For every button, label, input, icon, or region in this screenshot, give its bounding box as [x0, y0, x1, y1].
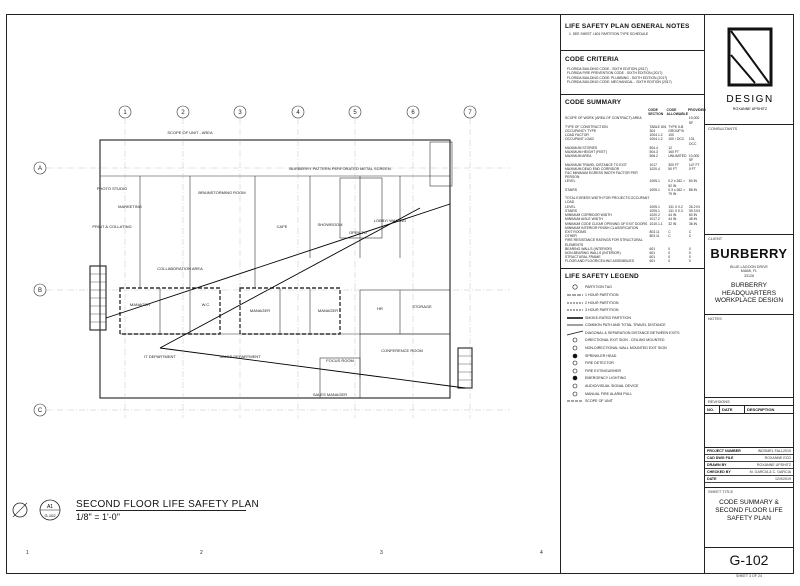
general-note-1: 1. SEE SHEET I-601 PARTITION TYPE SCHEDULE — [569, 32, 649, 36]
legend-symbol-icon — [565, 383, 585, 389]
code-criteria-list — [561, 65, 704, 94]
code-criteria-line: FLORIDA BUILDING CODE: MECHANICAL - SIXTH EDITION (2017) — [567, 79, 672, 84]
code-summary-cell: C — [688, 234, 692, 239]
legend-label: AUDIO/VISUAL SIGNAL DEVICE — [585, 384, 639, 389]
code-summary-cell: 50 FT — [668, 166, 678, 171]
legend-symbol-icon — [565, 284, 585, 290]
code-summary-cell: GROUP B — [668, 129, 684, 134]
legend-item — [565, 382, 700, 390]
code-summary-cell: 100 — [668, 133, 674, 138]
grid-number: 1 — [123, 110, 127, 116]
code-summary-cell: 0 — [668, 246, 671, 251]
notes-column — [560, 15, 704, 573]
room-collaboration: COLLABORATION AREA — [157, 266, 203, 271]
grid-number: 6 — [411, 110, 415, 116]
legend-label: FIRE EXTINGUISHER — [585, 368, 622, 373]
code-summary-cell: OCCUPANCY TYPE — [565, 129, 597, 134]
room-it-department: IT DEPARTMENT — [144, 354, 176, 359]
code-summary-cell: 0.3 x 262 = 79 IN — [668, 187, 686, 197]
room-hr: HR — [377, 306, 383, 311]
grid-letter: A — [37, 166, 43, 172]
room-manager-1: MANAGER — [129, 302, 151, 307]
scope-label: SCOPE OF UNIT - AREA — [167, 130, 213, 135]
view-tag-sheet: G-102 — [44, 513, 56, 518]
legend-symbol-icon — [565, 322, 585, 328]
legend-symbol-icon — [565, 315, 585, 321]
code-summary-cell: 0 — [688, 250, 691, 255]
legend-label: DIAGONAL & SEPARATION DISTANCE BETWEEN EXITS — [585, 330, 680, 335]
legend-symbol-icon — [565, 368, 585, 374]
code-summary-cell: OTHER — [565, 234, 577, 239]
rev-col-no: NO. — [705, 406, 720, 413]
legend-item — [565, 397, 700, 405]
code-criteria-line: FLORIDA BUILDING CODE - SIXTH EDITION (2017) — [567, 67, 648, 72]
code-summary-cell: 10,000 SF — [688, 154, 700, 163]
code-summary-cell: 1005.1 — [649, 204, 660, 209]
legend-label: 2 HOUR PARTITION — [585, 300, 619, 305]
code-summary-cell: 1004.1.2 — [649, 137, 663, 142]
legend-item — [565, 329, 700, 337]
code-summary-cell: 10,000 SF — [688, 116, 700, 125]
room-marketing: MARKETING — [118, 204, 142, 209]
grid-letter: B — [37, 288, 43, 294]
code-summary-cell: 601 — [649, 255, 656, 260]
code-summary-cell: 0 — [688, 259, 691, 264]
project-info-value: ROXANNE ECD — [764, 456, 791, 460]
room-lobby: LOBBY/ WAITING — [373, 218, 407, 223]
code-summary-cell: 12 — [668, 145, 672, 150]
legend-label: DIRECTIONAL EXIT SIGN - CEILING MOUNTED — [585, 338, 665, 343]
code-summary-cell: 88 IN — [688, 187, 697, 192]
code-summary-cell — [689, 171, 702, 179]
legend-item — [565, 344, 700, 352]
code-summary-cell: UNLIMITED — [668, 154, 687, 159]
code-summary-cell — [649, 238, 668, 246]
legend-symbol-icon — [565, 375, 585, 381]
code-summary-cell — [668, 196, 689, 204]
code-summary-cell: 44 IN — [668, 213, 677, 218]
code-summary-cell: FLOOR AND FLOOR/CEILING ASSEMBLIES — [565, 259, 634, 264]
legend-item — [565, 367, 700, 375]
code-summary-cell: 601 — [649, 259, 656, 264]
code-summary-cell: SCOPE OF WORK (AREA OF CONTRACT) AREA — [565, 116, 642, 121]
client-label: CLIENT — [708, 236, 723, 241]
grid-number: 7 — [468, 110, 472, 116]
code-summary-cell: 147 FT — [688, 162, 700, 167]
code-summary-cell: 131 OCC — [688, 137, 697, 146]
firm-logo — [705, 15, 794, 125]
consultants-block — [705, 125, 793, 235]
legend-item — [565, 352, 700, 360]
legend-label: NON-DIRECTIONAL WALL MOUNTED EXIT SIGN — [585, 346, 667, 351]
code-summary-cell: 504.3 — [649, 150, 658, 155]
legend-label: SCOPE OF UNIT — [585, 399, 613, 404]
room-wc: W.C. — [201, 302, 211, 307]
code-summary-cell: TYPE OF CONSTRUCTION — [565, 124, 608, 129]
code-summary-row — [565, 137, 702, 145]
legend-label: MANUAL FIRE ALARM PULL — [585, 391, 633, 396]
sheet-of: SHEET 3 OF 24 — [736, 573, 762, 578]
legend-label: EMERGENCY LIGHTING — [585, 376, 627, 381]
legend-symbol-icon — [565, 300, 585, 306]
legend-item — [565, 291, 700, 299]
border-ruler-number: 3 — [380, 550, 383, 556]
revisions-label: REVISIONS — [708, 399, 730, 404]
notes-label: NOTES — [708, 316, 722, 321]
legend-item — [565, 306, 700, 314]
client-block — [705, 235, 793, 315]
border-ruler-number: 2 — [200, 550, 203, 556]
project-info-key: DRAWN BY — [707, 463, 727, 467]
consultants-label: CONSULTANTS — [708, 126, 738, 131]
firm-name: DESIGN — [726, 94, 774, 105]
code-summary-cell: 100 / OCC — [668, 137, 685, 142]
room-open: OPEN TO — [349, 230, 367, 235]
code-summary-row — [565, 116, 702, 124]
code-summary-cell: 26.2 IN — [688, 204, 700, 209]
code-summary-row — [565, 179, 702, 187]
legend-item — [565, 284, 700, 292]
room-brainstorming: BRAINSTORMING ROOM — [198, 190, 246, 195]
sheet-title-2: SECOND FLOOR LIFE — [715, 507, 783, 514]
room-storage: STORAGE — [412, 304, 432, 309]
legend-symbol-icon — [565, 398, 585, 404]
legend-item — [565, 359, 700, 367]
project-info-key: DATE — [707, 477, 717, 481]
code-criteria-line: FLORIDA BUILDING CODE: PLUMBING - SIXTH EDITION (2017) — [567, 75, 668, 80]
code-summary-cell: 0 — [668, 250, 671, 255]
legend-item — [565, 299, 700, 307]
code-summary-cell: C — [688, 229, 692, 234]
floor-plan — [10, 18, 558, 558]
code-summary-cell: 1017.2 — [649, 217, 660, 222]
code-summary-cell: MAXIMUM AREA — [565, 154, 592, 159]
room-sales-manager: SALES MANAGER — [312, 392, 348, 397]
legend-symbol-icon — [565, 307, 585, 313]
revisions-header — [705, 405, 793, 414]
code-summary-cell: 36 IN — [688, 221, 697, 226]
code-summary-cell: MAXIMUM STORIES — [565, 145, 598, 150]
code-summary-cell: 1017 — [649, 162, 657, 167]
code-summary-cell — [668, 171, 689, 179]
project-info-row — [705, 469, 793, 476]
code-summary-cell: OCCUPANT LOAD — [565, 137, 594, 142]
project-info-row — [705, 448, 793, 455]
address-line-3: 33126 — [744, 273, 754, 278]
legend-item — [565, 375, 700, 383]
code-summary-title: CODE SUMMARY — [565, 99, 622, 107]
code-summary-cell: 0 — [668, 259, 671, 264]
room-sales-department: SALES DEPARTMENT — [219, 354, 261, 359]
plan-title: SECOND FLOOR LIFE SAFETY PLAN — [76, 498, 260, 510]
code-summary-row — [565, 154, 702, 162]
code-summary-cell: 160 FT — [668, 150, 679, 155]
room-conference: CONFERENCE ROOM — [381, 348, 423, 353]
plan-title-block — [10, 498, 259, 522]
legend-item — [565, 322, 700, 330]
code-summary-cell: TABLE 601 — [649, 124, 667, 129]
code-summary-cell: 1005.1 — [649, 179, 660, 184]
code-summary-cell: 0.2 x 262 = 52 IN — [668, 179, 686, 188]
code-summary-cell: MINIMUM CORRIDOR WIDTH — [565, 213, 612, 218]
code-summary-cell: NON-BEARING WALLS (INTERIOR) — [565, 250, 621, 255]
code-summary-cell: 48 IN — [688, 217, 697, 222]
code-summary-row — [565, 188, 702, 196]
sheet-title-1: CODE SUMMARY & — [719, 499, 779, 506]
code-summary-row — [565, 238, 702, 246]
grid-number: 5 — [353, 110, 357, 116]
view-tag-icon — [10, 498, 70, 522]
code-summary-header-cell: CODE ALLOWABLE — [666, 108, 689, 117]
legend-symbol-icon — [565, 353, 585, 359]
code-summary-cell: 506.2 — [649, 154, 658, 159]
room-showroom: SHOWROOM — [317, 222, 343, 227]
sheet-number: G-102 — [729, 552, 769, 568]
code-summary-cell: 304 — [649, 129, 656, 134]
address-line-2: MIAMI, FL — [740, 269, 758, 274]
legend-symbol-icon — [565, 345, 585, 351]
life-safety-legend — [561, 282, 704, 408]
code-summary-cell: TOTAL EGRESS WIDTH FOR PROJECTS OCCUPANT LOAD — [565, 196, 650, 205]
legend-symbol-icon — [565, 292, 585, 298]
code-summary-cell: F&C MINIMUM EGRESS WIDTH FACTOR PER PERSON — [565, 171, 638, 180]
code-summary-cell: TYPE II-B — [668, 124, 684, 129]
code-summary-cell: 1005.1 — [649, 187, 660, 192]
code-summary-cell — [689, 196, 702, 204]
sheet-title-3: SAFETY PLAN — [727, 515, 771, 522]
firm-sub: ROXANNE UPSHITZ — [732, 107, 768, 111]
code-summary-row — [565, 259, 702, 263]
sheet-title-label: SHEET TITLE — [708, 489, 734, 494]
code-summary-cell: STRUCTURAL FRAME — [565, 255, 601, 260]
room-manager-2: MANAGER — [249, 308, 271, 313]
rev-col-date: DATE — [720, 406, 745, 413]
code-summary-cell: STAIRS — [565, 187, 577, 192]
legend-symbol-icon — [565, 330, 585, 336]
code-summary-cell: C — [668, 229, 671, 234]
room-focus: FOCUS ROOM — [326, 358, 354, 363]
notes-block — [705, 315, 793, 398]
plan-scale: 1/8" = 1'-0" — [76, 511, 120, 522]
room-photo-studio: PHOTO STUDIO — [96, 186, 128, 191]
code-summary-cell: 1020.2 — [649, 213, 660, 218]
code-summary-cell: 1004.1.2 — [649, 133, 663, 138]
code-summary-cell: 601 — [649, 246, 656, 251]
code-summary-cell — [668, 238, 689, 246]
legend-label: 3 HOUR PARTITION — [585, 308, 619, 313]
code-summary-cell — [668, 116, 689, 124]
code-summary-cell: 1005.1 — [649, 208, 660, 213]
project-info-value: M. GARCIA & C. GARCIA — [749, 470, 791, 474]
general-notes-title: LIFE SAFETY PLAN GENERAL NOTES — [565, 23, 690, 30]
sheet-title-block — [705, 488, 793, 548]
room-cafe: CAFE — [276, 224, 288, 229]
firm-logo-block — [705, 15, 793, 125]
legend-symbol-icon — [565, 391, 585, 397]
code-summary-cell: 44 IN — [668, 217, 677, 222]
legend-label: SMOKE-RATED PARTITION — [585, 315, 631, 320]
project-name-1: BURBERRY HEADQUARTERS — [721, 282, 777, 297]
code-summary-header-cell: PROVIDED — [688, 108, 706, 113]
client-name: BURBERRY — [710, 246, 788, 261]
legend-title: LIFE SAFETY LEGEND — [565, 272, 639, 280]
code-summary-header-cell: CODE SECTION — [648, 108, 664, 117]
project-name-2: WORKPLACE DESIGN — [714, 297, 784, 305]
code-summary-cell — [649, 116, 668, 124]
code-summary-cell: LOAD FACTOR — [565, 133, 589, 138]
code-summary-cell: MINIMUM AISLE WIDTH — [565, 217, 603, 222]
code-summary-cell: BEARING WALLS (INTERIOR) — [565, 246, 612, 251]
legend-label: COMMON PATH AND TOTAL TRAVEL DISTANCE — [585, 323, 666, 328]
code-summary-cell: 803.11 — [649, 229, 660, 234]
grid-number: 3 — [238, 110, 242, 116]
code-summary-cell: 504.4 — [649, 145, 658, 150]
address-line-1: BLUE LAGOON DRIVE — [730, 265, 768, 269]
code-summary-cell: MAXIMUM HEIGHT (FEET) — [565, 150, 607, 155]
code-summary-cell: 601 — [649, 250, 656, 255]
revisions-block — [705, 398, 793, 448]
code-summary-cell: EXIT ROOMS — [565, 229, 587, 234]
code-summary-table — [561, 108, 704, 264]
code-summary-cell: 0 — [668, 255, 671, 260]
code-summary-cell: C — [668, 234, 671, 239]
code-summary-cell: 0 — [688, 255, 691, 260]
code-summary-cell: MINIMUM CODE CLEAR OPENING OF EXIT DOORS — [565, 221, 648, 226]
code-summary-cell: 131 X 0.2 — [668, 204, 683, 209]
code-summary-cell: 300 FT — [668, 162, 679, 167]
code-summary-cell: 60 IN — [688, 179, 697, 184]
view-tag-number: A1 — [46, 504, 54, 510]
project-info-rows — [705, 448, 793, 483]
project-info-value: INDSMEL FALL2019 — [757, 449, 791, 453]
legend-label: PARTITION TAG — [585, 285, 612, 290]
code-summary-cell: 1010.1.1 — [649, 221, 663, 226]
code-summary-cell: 39.3 IN — [688, 208, 700, 213]
code-summary-cell: 803.11 — [649, 234, 660, 239]
building-outline — [100, 140, 450, 398]
code-summary-cell: 1020.4 — [649, 166, 660, 171]
code-summary-cell: 32 IN — [668, 221, 677, 226]
title-block — [704, 15, 793, 578]
rev-col-desc: DESCRIPTION — [747, 407, 775, 412]
project-info-key: CHECKED BY — [707, 470, 731, 474]
legend-item — [565, 314, 700, 322]
legend-item — [565, 390, 700, 398]
project-info-value: ROXANNE UPSHITZ — [756, 463, 791, 467]
code-summary-cell — [649, 171, 668, 179]
code-summary-row — [565, 196, 702, 204]
code-summary-header-cell — [565, 108, 648, 116]
project-info-key: CAD DWG FILE — [707, 456, 734, 460]
code-summary-cell: FIRE RESISTANCE RATINGS FOR STRUCTURAL ELEMENTS — [565, 238, 643, 247]
legend-label: FIRE DETECTOR — [585, 361, 614, 366]
code-criteria-line: FLORIDA FIRE PREVENTION CODE - SIXTH EDITION (2017) — [567, 71, 663, 76]
project-info-key: PROJECT NUMBER — [707, 449, 741, 453]
code-summary-cell: LEVEL — [565, 204, 576, 209]
legend-symbol-icon — [565, 337, 585, 343]
code-summary-cell: MINIMUM INTERIOR FINISH CLASSIFICATION — [565, 225, 639, 230]
border-ruler-number: 4 — [540, 550, 543, 556]
room-manager-3: MANAGER — [317, 308, 339, 313]
code-summary-cell: LEVEL — [565, 179, 576, 184]
code-summary-header — [565, 108, 706, 117]
project-info-block — [705, 448, 793, 488]
project-info-value: 12/9/2019 — [775, 477, 791, 481]
code-summary-cell: 131 X 0.3 — [668, 208, 683, 213]
code-summary-cell: MAXIMUM DEAD END CORRIDOR — [565, 166, 620, 171]
project-info-row — [705, 476, 793, 483]
code-summary-cell — [689, 238, 702, 246]
grid-number: 4 — [296, 110, 300, 116]
grid-letter: C — [37, 408, 43, 414]
code-summary-cell: STAIRS — [565, 208, 577, 213]
code-criteria-title: CODE CRITERIA — [565, 56, 619, 64]
legend-label: SPRINKLER HEAD — [585, 353, 617, 358]
legend-label: 1 HOUR PARTITION — [585, 292, 619, 297]
project-info-row — [705, 455, 793, 462]
legend-symbol-icon — [565, 360, 585, 366]
code-summary-cell: 60 IN — [688, 213, 697, 218]
note-burberry-pattern: BURBERRY PATTERN PERFORATED METAL SCREEN — [289, 166, 391, 171]
project-info-row — [705, 462, 793, 469]
border-ruler-number: 1 — [26, 550, 29, 556]
code-summary-cell: 0 — [688, 246, 691, 251]
code-summary-row — [565, 171, 702, 179]
legend-item — [565, 337, 700, 345]
code-summary-cell: 0 FT — [688, 166, 696, 171]
code-summary-cell: MAXIMUM TRAVEL DISTANCE TO EXIT — [565, 162, 627, 167]
room-print: PRINT & COLLATING — [92, 224, 132, 229]
sheet-number-block — [705, 552, 793, 576]
code-summary-cell — [649, 196, 668, 204]
grid-number: 2 — [181, 110, 185, 116]
